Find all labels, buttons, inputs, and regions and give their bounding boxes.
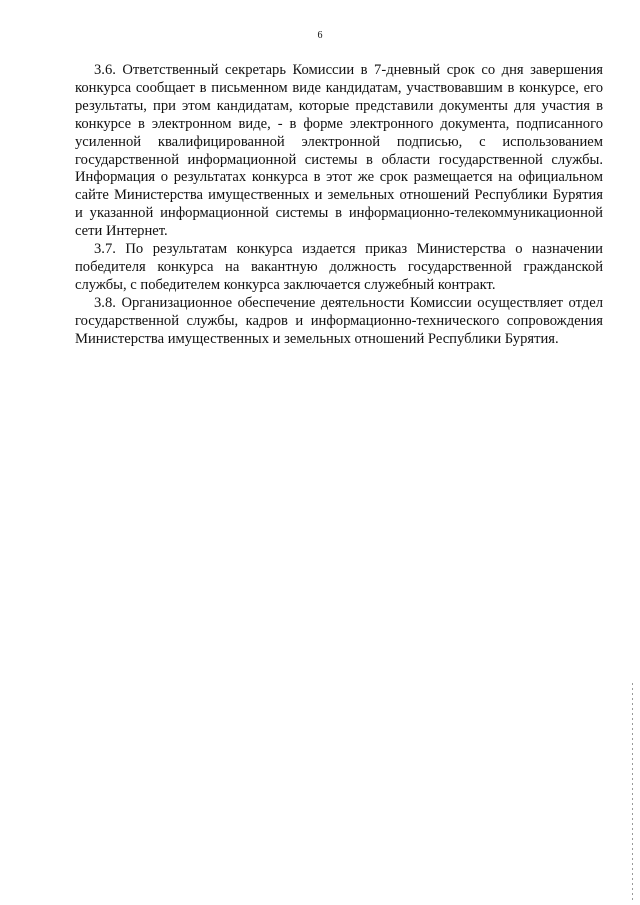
paragraph-3-8: 3.8. Организационное обеспечение деятельности Комиссии осуществляет отдел государственной службы, кадров и информационно-технического сопровождения Министерства имущественных и земельных отношений Республики Бурятия. <box>75 294 603 347</box>
scan-edge-mark <box>632 683 633 901</box>
page-number: 6 <box>317 30 323 41</box>
paragraph-3-7: 3.7. По результатам конкурса издается приказ Министерства о назначении победителя конкурса на вакантную должность государственной гражданской службы, с победителем конкурса заключается служебный контракт. <box>75 241 603 293</box>
document-body <box>75 62 603 349</box>
paragraph-3-6: 3.6. Ответственный секретарь Комиссии в 7-дневный срок со дня завершения конкурса сообщает в письменном виде кандидатам, участвовавшим в конкурсе, его результаты, при этом кандидатам, которые представили документы для участия в конкурсе в электронном виде, - в форме электронного документа, подписанного усиленной квалифицированной электронной подписью, с использованием государственной информационной системы в области государственной службы. Информация о результатах конкурса в этот же срок размещается на официальном сайте Министерства имущественных и земельных отношений Республики Бурятия и указанной информационной системы в информационно-телекоммуникационной сети Интернет. <box>75 62 603 240</box>
